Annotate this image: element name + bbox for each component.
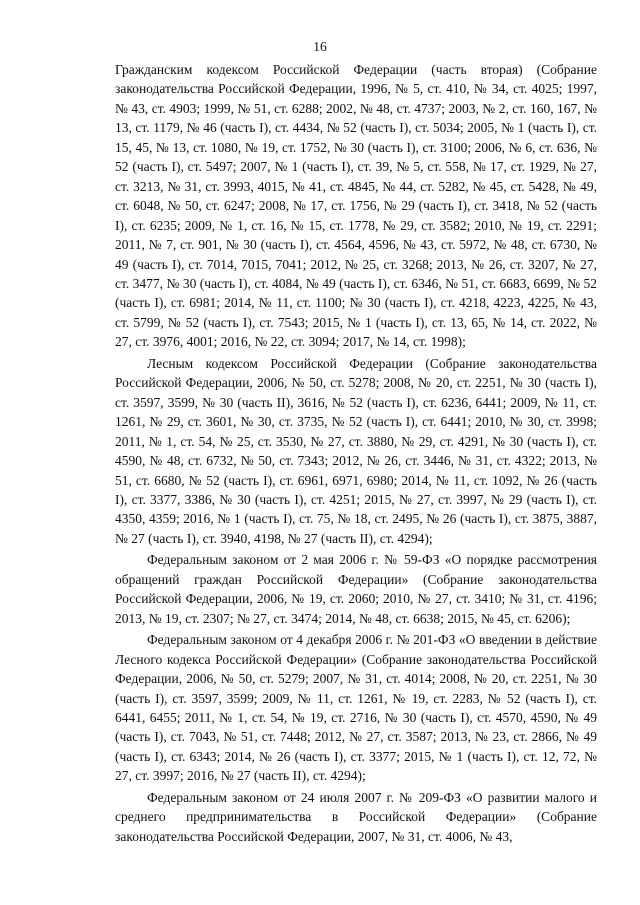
paragraph-law-209fz: Федеральным законом от 24 июля 2007 г. № 209-ФЗ «О развитии малого и среднего предпринимательства в Российской Федерации» (Собрание законодательства Российской Федерации, 2007, № 31, ст. 4006, № 43, [115,789,597,844]
document-body [115,60,597,848]
paragraph-law-59fz: Федеральным законом от 2 мая 2006 г. № 59-ФЗ «О порядке рассмотрения обращений граждан Российской Федерации» (Собрание законодательства Российской Федерации, 2006, № 19, ст. 2060; 2010, № 27, ст. 3410; № 31, ст. 4196; 2013, № 19, ст. 2307; № 27, ст. 3474; 2014, № 48, ст. 6638; 2015, № 45, ст. 6206); [115,552,597,626]
paragraph-law-201fz: Федеральным законом от 4 декабря 2006 г. № 201-ФЗ «О введении в действие Лесного кодекса Российской Федерации» (Собрание законодательства Российской Федерации, 2006, № 50, ст. 5279; 2007, № 31, ст. 4014; 2008, № 20, ст. 2251, № 30 (часть I), ст. 3597, 3599; 2009, № 11, ст. 1261, № 19, ст. 2283, № 52 (часть I), ст. 6441, 6455; 2011, № 1, ст. 54, № 19, ст. 2716, № 30 (часть I), ст. 4570, 4590, № 49 (часть I), ст. 7043, № 51, ст. 7448; 2012, № 27, ст. 3587; 2013, № 23, ст. 2866, № 49 (часть I), ст. 6343; 2014, № 26 (часть I), ст. 3377; 2015, № 1 (часть I), ст. 12, 72, № 27, ст. 3997; 2016, № 27 (часть II), ст. 4294); [115,632,597,784]
paragraph-civil-code: Гражданским кодексом Российской Федерации (часть вторая) (Собрание законодательства Российской Федерации, 1996, № 5, ст. 410, № 34, ст. 4025; 1997, № 43, ст. 4903; 1999, № 51, ст. 6288; 2002, № 48, ст. 4737; 2003, № 2, ст. 160, 167, № 13, ст. 1179, № 46 (часть I), ст. 4434, № 52 (часть I), ст. 5034; 2005, № 1 (часть I), ст. 15, 45, № 13, ст. 1080, № 19, ст. 1752, № 30 (часть I), ст. 3100; 2006, № 6, ст. 636, № 52 (часть I), ст. 5497; 2007, № 1 (часть I), ст. 39, № 5, ст. 558, № 17, ст. 1929, № 27, ст. 3213, № 31, ст. 3993, 4015, № 41, ст. 4845, № 44, ст. 5282, № 45, ст. 5428, № 49, ст. 6048, № 50, ст. 6247; 2008, № 17, ст. 1756, № 29 (часть I), ст. 3418, № 52 (часть I), ст. 6235; 2009, № 1, ст. 16, № 15, ст. 1778, № 29, ст. 3582; 2010, № 19, ст. 2291; 2011, № 7, ст. 901, № 30 (часть I), ст. 4564, 4596, № 43, ст. 5972, № 48, ст. 6730, № 49 (часть I), ст. 7014, 7015, 7041; 2012, № 25, ст. 3268; 2013, № 26, ст. 3207, № 27, ст. 3477, № 30 (часть I), ст. 4084, № 49 (часть I), ст. 6346, № 51, ст. 6683, 6699, № 52 (часть I), ст. 6981; 2014, № 11, ст. 1100; № 30 (часть I), ст. 4218, 4223, 4225, № 43, ст. 5799, № 52 (часть I), ст. 7543; 2015, № 1 (часть I), ст. 13, 65, № 14, ст. 2022, № 27, ст. 3976, 4001; 2016, № 22, ст. 3094; 2017, № 14, ст. 1998); [115,62,597,350]
page-number: 16 [313,39,327,54]
paragraph-forest-code: Лесным кодексом Российской Федерации (Собрание законодательства Российской Федерации, 2006, № 50, ст. 5278; 2008, № 20, ст. 2251, № 30 (часть I), ст. 3597, 3599, № 30 (часть II), 3616, № 52 (часть I), ст. 6236, 6441; 2009, № 11, ст. 1261, № 29, ст. 3601, № 30, ст. 3735, № 52 (часть I), ст. 6441; 2010, № 30, ст. 3998; 2011, № 1, ст. 54, № 25, ст. 3530, № 27, ст. 3880, № 29, ст. 4291, № 30 (часть I), ст. 4590, № 48, ст. 6732, № 50, ст. 7343; 2012, № 26, ст. 3446, № 31, ст. 4322; 2013, № 51, ст. 6680, № 52 (часть I), ст. 6961, 6971, 6980; 2014, № 11, ст. 1092, № 26 (часть I), ст. 3377, 3386, № 30 (часть I), ст. 4251; 2015, № 27, ст. 3997, № 29 (часть I), ст. 4350, 4359; 2016, № 1 (часть I), ст. 75, № 18, ст. 2495, № 26 (часть I), ст. 3875, 3887, № 27 (часть I), ст. 3940, 4198, № 27 (часть II), ст. 4294); [115,355,597,546]
